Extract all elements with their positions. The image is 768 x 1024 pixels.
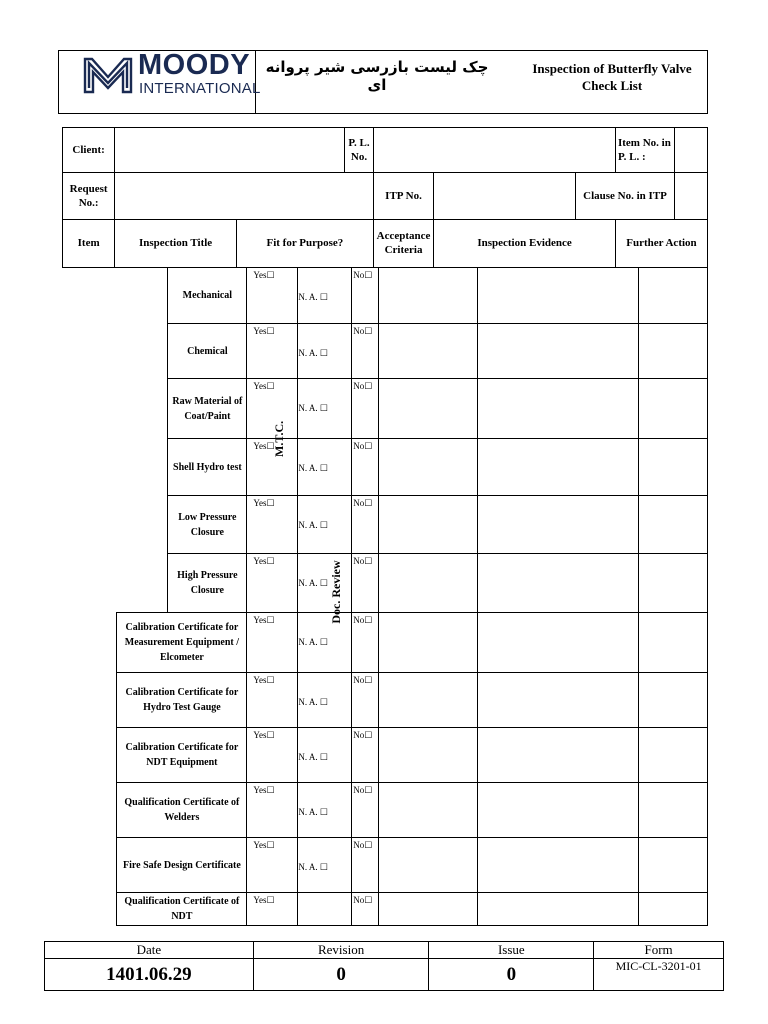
- item-no-field[interactable]: [675, 128, 708, 173]
- table-row: [62, 268, 708, 324]
- footer-revision-label: Revision: [253, 942, 429, 959]
- checklist-table: [62, 267, 708, 926]
- no-checkbox[interactable]: No☐: [352, 893, 379, 926]
- col-inspection-evidence: Inspection Evidence: [434, 219, 616, 267]
- inspection-evidence-cell[interactable]: [478, 379, 639, 439]
- item-cell: [62, 893, 117, 926]
- item-no-label: Item No. in P. L. :: [615, 128, 674, 173]
- logo-name: MOODY: [138, 49, 251, 81]
- na-checkbox[interactable]: [298, 324, 352, 379]
- further-action-cell[interactable]: [639, 613, 708, 673]
- na-checkbox-label: N. A. ☐: [298, 752, 328, 762]
- no-checkbox[interactable]: No☐: [352, 783, 379, 838]
- acceptance-criteria-cell[interactable]: [379, 728, 478, 783]
- yes-checkbox[interactable]: Yes☐: [247, 439, 298, 496]
- inspection-evidence-cell[interactable]: [478, 838, 639, 893]
- request-no-label: Request No.:: [63, 173, 115, 219]
- yes-checkbox[interactable]: Yes☐: [247, 324, 298, 379]
- further-action-cell[interactable]: [639, 783, 708, 838]
- inspection-title: Low Pressure Closure: [168, 496, 247, 554]
- inspection-title: High Pressure Closure: [168, 554, 247, 613]
- na-checkbox[interactable]: [298, 728, 352, 783]
- group-label-doc-review: Doc. Review: [329, 560, 343, 624]
- further-action-cell[interactable]: [639, 268, 708, 324]
- footer-date-label: Date: [45, 942, 254, 959]
- inspection-title: Raw Material of Coat/Paint: [168, 379, 247, 439]
- info-table: [62, 127, 708, 268]
- col-item: Item: [63, 219, 115, 267]
- further-action-cell[interactable]: [639, 324, 708, 379]
- further-action-cell[interactable]: [639, 838, 708, 893]
- inspection-evidence-cell[interactable]: [478, 893, 639, 926]
- footer-issue-value: 0: [429, 959, 594, 991]
- inspection-title: Qualification Certificate of NDT: [117, 893, 247, 926]
- client-label: Client:: [63, 128, 115, 173]
- inspection-title: Chemical: [168, 324, 247, 379]
- yes-checkbox[interactable]: Yes☐: [247, 613, 298, 673]
- itp-no-field[interactable]: [434, 173, 576, 219]
- clause-no-label: Clause No. in ITP: [575, 173, 675, 219]
- yes-checkbox[interactable]: Yes☐: [247, 783, 298, 838]
- request-no-field[interactable]: [115, 173, 374, 219]
- acceptance-criteria-cell[interactable]: [379, 496, 478, 554]
- yes-checkbox[interactable]: Yes☐: [247, 554, 298, 613]
- table-row: [62, 324, 708, 379]
- further-action-cell[interactable]: [639, 496, 708, 554]
- item-cell: [62, 838, 117, 893]
- client-field[interactable]: [115, 128, 345, 173]
- na-checkbox-label: N. A. ☐: [298, 862, 328, 872]
- further-action-cell[interactable]: [639, 728, 708, 783]
- table-row: [62, 496, 708, 554]
- footer-date-value: 1401.06.29: [45, 959, 254, 991]
- item-cell: [117, 268, 168, 324]
- na-checkbox[interactable]: [298, 496, 352, 554]
- item-cell: [62, 783, 117, 838]
- inspection-evidence-cell[interactable]: [478, 554, 639, 613]
- no-checkbox[interactable]: No☐: [352, 379, 379, 439]
- table-row: [62, 783, 708, 838]
- na-checkbox-label: N. A. ☐: [298, 520, 328, 530]
- inspection-evidence-cell[interactable]: [478, 439, 639, 496]
- no-checkbox[interactable]: No☐: [352, 496, 379, 554]
- item-cell: [62, 379, 117, 439]
- yes-checkbox[interactable]: Yes☐: [247, 838, 298, 893]
- yes-checkbox[interactable]: Yes☐: [247, 496, 298, 554]
- acceptance-criteria-cell[interactable]: [379, 324, 478, 379]
- itp-no-label: ITP No.: [373, 173, 433, 219]
- item-cell: [62, 496, 117, 554]
- group-label-mtc: M.T.C.: [272, 420, 286, 457]
- inspection-title: Calibration Certificate for Measurement Equipment / Elcometer: [117, 613, 247, 673]
- no-checkbox[interactable]: No☐: [352, 554, 379, 613]
- col-further-action: Further Action: [615, 219, 707, 267]
- item-cell: [62, 554, 117, 613]
- acceptance-criteria-cell[interactable]: [379, 893, 478, 926]
- na-checkbox-label: N. A. ☐: [298, 807, 328, 817]
- no-checkbox[interactable]: No☐: [352, 728, 379, 783]
- table-row: [62, 728, 708, 783]
- yes-checkbox[interactable]: Yes☐: [247, 893, 298, 926]
- na-checkbox[interactable]: [298, 268, 352, 324]
- item-cell: [117, 324, 168, 379]
- pl-no-label: P. L. No.: [345, 128, 374, 173]
- no-checkbox[interactable]: No☐: [352, 838, 379, 893]
- inspection-evidence-cell[interactable]: [478, 728, 639, 783]
- further-action-cell[interactable]: [639, 439, 708, 496]
- item-cell: [117, 379, 168, 439]
- item-cell: [117, 496, 168, 554]
- footer-issue-label: Issue: [429, 942, 594, 959]
- na-checkbox-label: N. A. ☐: [298, 348, 328, 358]
- footer-table: [44, 941, 724, 991]
- acceptance-criteria-cell[interactable]: [379, 554, 478, 613]
- table-row: [62, 673, 708, 728]
- item-cell: [117, 439, 168, 496]
- yes-checkbox[interactable]: Yes☐: [247, 268, 298, 324]
- no-checkbox[interactable]: No☐: [352, 268, 379, 324]
- no-checkbox[interactable]: No☐: [352, 439, 379, 496]
- na-checkbox-label: N. A. ☐: [298, 463, 328, 473]
- acceptance-criteria-cell[interactable]: [379, 838, 478, 893]
- na-checkbox-label: N. A. ☐: [298, 637, 328, 647]
- col-fit-for-purpose: Fit for Purpose?: [236, 219, 373, 267]
- inspection-evidence-cell[interactable]: [478, 324, 639, 379]
- clause-no-field[interactable]: [675, 173, 708, 219]
- yes-checkbox[interactable]: Yes☐: [247, 673, 298, 728]
- na-checkbox-label: N. A. ☐: [298, 697, 328, 707]
- table-row: [62, 554, 708, 613]
- item-cell: [62, 268, 117, 324]
- na-checkbox[interactable]: [298, 893, 352, 926]
- inspection-title: Calibration Certificate for Hydro Test Gauge: [117, 673, 247, 728]
- footer-revision-value: 0: [253, 959, 429, 991]
- table-row: [62, 613, 708, 673]
- yes-checkbox[interactable]: Yes☐: [247, 728, 298, 783]
- further-action-cell[interactable]: [639, 673, 708, 728]
- inspection-evidence-cell[interactable]: [478, 783, 639, 838]
- inspection-evidence-cell[interactable]: [478, 613, 639, 673]
- title-english-line2: Check List: [581, 78, 643, 93]
- acceptance-criteria-cell[interactable]: [379, 379, 478, 439]
- no-checkbox[interactable]: No☐: [352, 613, 379, 673]
- na-checkbox[interactable]: [298, 783, 352, 838]
- na-checkbox[interactable]: [298, 673, 352, 728]
- no-checkbox[interactable]: No☐: [352, 324, 379, 379]
- item-cell: [117, 554, 168, 613]
- table-row: [62, 893, 708, 926]
- inspection-evidence-cell[interactable]: [478, 268, 639, 324]
- na-checkbox[interactable]: [298, 379, 352, 439]
- item-cell: [62, 439, 117, 496]
- further-action-cell[interactable]: [639, 379, 708, 439]
- na-checkbox-label: N. A. ☐: [298, 292, 328, 302]
- na-checkbox-label: N. A. ☐: [298, 578, 328, 588]
- further-action-cell[interactable]: [639, 893, 708, 926]
- footer-form-value: MIC-CL-3201-01: [594, 959, 724, 991]
- table-row: [62, 439, 708, 496]
- inspection-title: Mechanical: [168, 268, 247, 324]
- acceptance-criteria-cell[interactable]: [379, 268, 478, 324]
- pl-no-field[interactable]: [373, 128, 615, 173]
- col-acceptance-criteria: Acceptance Criteria: [373, 219, 433, 267]
- item-cell: [62, 613, 117, 673]
- acceptance-criteria-cell[interactable]: [379, 673, 478, 728]
- inspection-evidence-cell[interactable]: [478, 673, 639, 728]
- acceptance-criteria-cell[interactable]: [379, 439, 478, 496]
- item-cell: [62, 324, 117, 379]
- title-english-line1: Inspection of Butterfly Valve: [532, 61, 692, 76]
- acceptance-criteria-cell[interactable]: [379, 783, 478, 838]
- yes-checkbox[interactable]: Yes☐: [247, 379, 298, 439]
- table-row: [62, 379, 708, 439]
- item-cell: [62, 728, 117, 783]
- logo-subtitle: INTERNATIONAL: [139, 80, 261, 97]
- no-checkbox[interactable]: No☐: [352, 673, 379, 728]
- title-persian: چک لیست بازرسی شیر پروانه ای: [265, 58, 489, 94]
- inspection-title: Fire Safe Design Certificate: [117, 838, 247, 893]
- inspection-evidence-cell[interactable]: [478, 496, 639, 554]
- item-cell: [62, 673, 117, 728]
- footer-form-label: Form: [594, 942, 724, 959]
- col-inspection-title: Inspection Title: [115, 219, 237, 267]
- moody-logo-icon: [82, 55, 134, 95]
- table-row: [62, 838, 708, 893]
- inspection-title: Qualification Certificate of Welders: [117, 783, 247, 838]
- acceptance-criteria-cell[interactable]: [379, 613, 478, 673]
- title-english: [520, 60, 704, 94]
- na-checkbox-label: N. A. ☐: [298, 403, 328, 413]
- na-checkbox[interactable]: [298, 838, 352, 893]
- na-checkbox[interactable]: [298, 439, 352, 496]
- inspection-title: Calibration Certificate for NDT Equipment: [117, 728, 247, 783]
- further-action-cell[interactable]: [639, 554, 708, 613]
- inspection-title: Shell Hydro test: [168, 439, 247, 496]
